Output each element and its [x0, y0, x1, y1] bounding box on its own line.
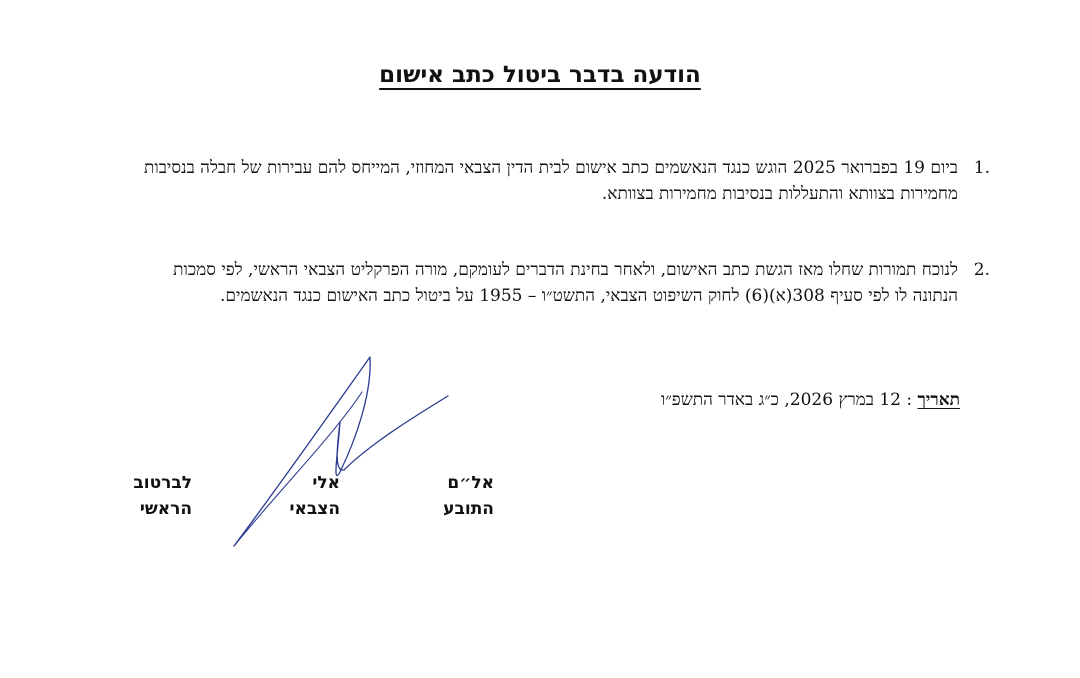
paragraph-1: [124, 155, 990, 207]
handwritten-signature: [222, 352, 452, 552]
signatory-column: [443, 470, 494, 522]
document-title-text: הודעה בדבר ביטול כתב אישום: [379, 62, 701, 88]
date-line: [661, 390, 960, 410]
signature-stroke: [234, 392, 362, 546]
paragraph-number: .2: [973, 260, 990, 280]
signatory-line: לברטוב: [133, 473, 192, 493]
document-title: [0, 62, 1080, 88]
signatory-line: אל״ם: [447, 473, 494, 493]
paragraph-text: ביום 19 בפברואר 2025 הוגש כנגד הנאשמים כתב אישום לבית הדין הצבאי המחוזי, המייחס להם עבירות של חבלה בנסיבות מחמירות בצוותא והתעללות בנסיבות מחמירות בצוותא.: [144, 158, 958, 204]
signatory-column: [289, 470, 340, 522]
signatory-line: התובע: [443, 499, 494, 519]
signatory-column: [133, 470, 192, 522]
signatory-line: אלי: [312, 473, 340, 493]
signatory-line: הצבאי: [289, 499, 340, 519]
date-label: תאריך: [917, 390, 960, 410]
paragraph-number: .1: [973, 158, 990, 178]
date-separator: :: [906, 390, 913, 410]
paragraph-2: [124, 257, 990, 309]
date-value: 12 במרץ 2026, כ״ג באדר התשפ״ו: [660, 390, 901, 410]
signatory-line: הראשי: [139, 499, 192, 519]
paragraph-text: לנוכח תמורות שחלו מאז הגשת כתב האישום, ולאחר בחינת הדברים לעומקם, מורה הפרקליט הצבאי הראשי, לפי סמכות הנתונה לו לפי סעיף 308(א)(6) לחוק השיפוט הצבאי, התשט״ו – 1955 על ביטול כתב האישום כנגד הנאשמים.: [173, 260, 958, 306]
signature-stroke: [234, 357, 448, 546]
